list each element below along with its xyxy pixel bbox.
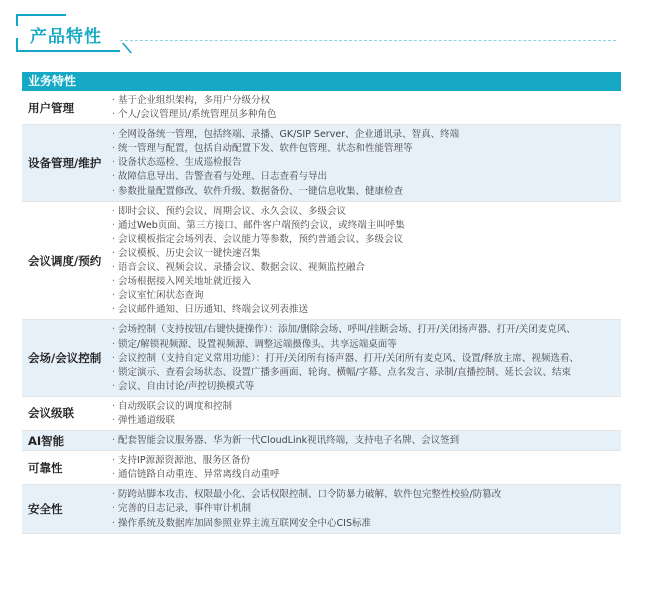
row-label: 安全性 [28,501,63,516]
list-item: · 故障信息导出、告警查看与处理、日志查看与导出 [112,170,621,184]
list-item: · 弹性通道级联 [112,414,621,428]
features-table [22,72,621,534]
table-row [22,125,621,201]
list-item: · 锁定/解锁视频源、设置视频源、调整远端摄像头、共享远端桌面等 [112,338,621,352]
list-item: · 会议室忙闲状态查询 [112,289,621,303]
table-row [22,202,621,321]
list-item: · 会议邮件通知、日历通知、终端会议列表推送 [112,303,621,317]
row-items [104,451,621,484]
list-item: · 自动级联会议的调度和控制 [112,400,621,414]
list-item: · 支持IP源源资源池、服务区备份 [112,454,621,468]
table-header: 业务特性 [22,72,621,91]
row-items [104,397,621,430]
list-item: · 全网设备统一管理，包括终端、录播、GK/SIP Server、企业通讯录、智真、终端 [112,128,621,142]
title-dashed-line [120,40,616,41]
list-item: · 基于企业组织架构，多用户分级分权 [112,94,621,108]
table-row [22,431,621,451]
list-item: · 防跨站脚本攻击、权限最小化、会话权限控制、口令防暴力破解、软件包完整性校验/防篡改 [112,488,621,502]
row-items [104,485,621,532]
row-label: 设备管理/维护 [28,155,102,170]
row-label: 会议级联 [28,406,74,421]
row-label: 会议调度/预约 [28,253,102,268]
list-item: · 锁定演示、查看会场状态、设置广播多画面、轮询、横幅/字幕、点名发言、录制/直播控制、延长会议、结束 [112,366,621,380]
row-items [104,202,621,320]
row-items [104,320,621,395]
row-label: 会场/会议控制 [28,351,102,366]
list-item: · 会场控制（支持按钮/右键快捷操作）：添加/删除会场、呼叫/挂断会场、打开/关闭扬声器、打开/关闭麦克风、 [112,323,621,337]
table-row [22,91,621,125]
list-item: · 完善的日志记录、事件审计机制 [112,502,621,516]
list-item: · 会议控制（支持自定义常用功能）：打开/关闭所有扬声器、打开/关闭所有麦克风、设置/释放主席、视频选看、 [112,352,621,366]
row-items [104,125,621,200]
title-underline [28,50,120,52]
row-items [104,431,621,450]
list-item: · 参数批量配置修改、软件升级、数据备份、一键信息收集、健康检查 [112,185,621,199]
table-row [22,485,621,533]
list-item: · 会议模板、历史会议一键快速召集 [112,247,621,261]
table-body [22,91,621,534]
row-label: 可靠性 [28,460,63,475]
table-row [22,320,621,396]
section-title-decoration [16,8,616,58]
section-title: 产品特性 [30,27,102,47]
table-row [22,451,621,485]
list-item: · 统一管理与配置，包括自动配置下发、软件包管理、状态和性能管理等 [112,142,621,156]
list-item: · 语音会议、视频会议、录播会议、数据会议、视频监控融合 [112,261,621,275]
row-items [104,91,621,124]
list-item: · 即时会议、预约会议、周期会议、永久会议、多级会议 [112,205,621,219]
list-item: · 通信链路自动重连、异常离线自动重呼 [112,468,621,482]
row-label: 用户管理 [28,100,74,115]
table-row [22,397,621,431]
list-item: · 通过Web页面、第三方接口、邮件客户端预约会议，或终端主叫呼集 [112,219,621,233]
list-item: · 会场根据接入网关地址就近接入 [112,275,621,289]
list-item: · 操作系统及数据库加固参照业界主流互联网安全中心CIS标准 [112,517,621,531]
list-item: · 会议、自由讨论/声控切换模式等 [112,380,621,394]
title-bracket-bottom [16,38,28,52]
list-item: · 配套智能会议服务器、华为新一代CloudLink视讯终端，支持电子名牌、会议签到 [112,434,621,448]
list-item: · 个人/会议管理员/系统管理员多种角色 [112,108,621,122]
list-item: · 会议模板指定会场列表、会议能力等参数，预约普通会议、多级会议 [112,233,621,247]
list-item: · 设备状态巡检、生成巡检报告 [112,156,621,170]
row-label: AI智能 [28,433,65,448]
